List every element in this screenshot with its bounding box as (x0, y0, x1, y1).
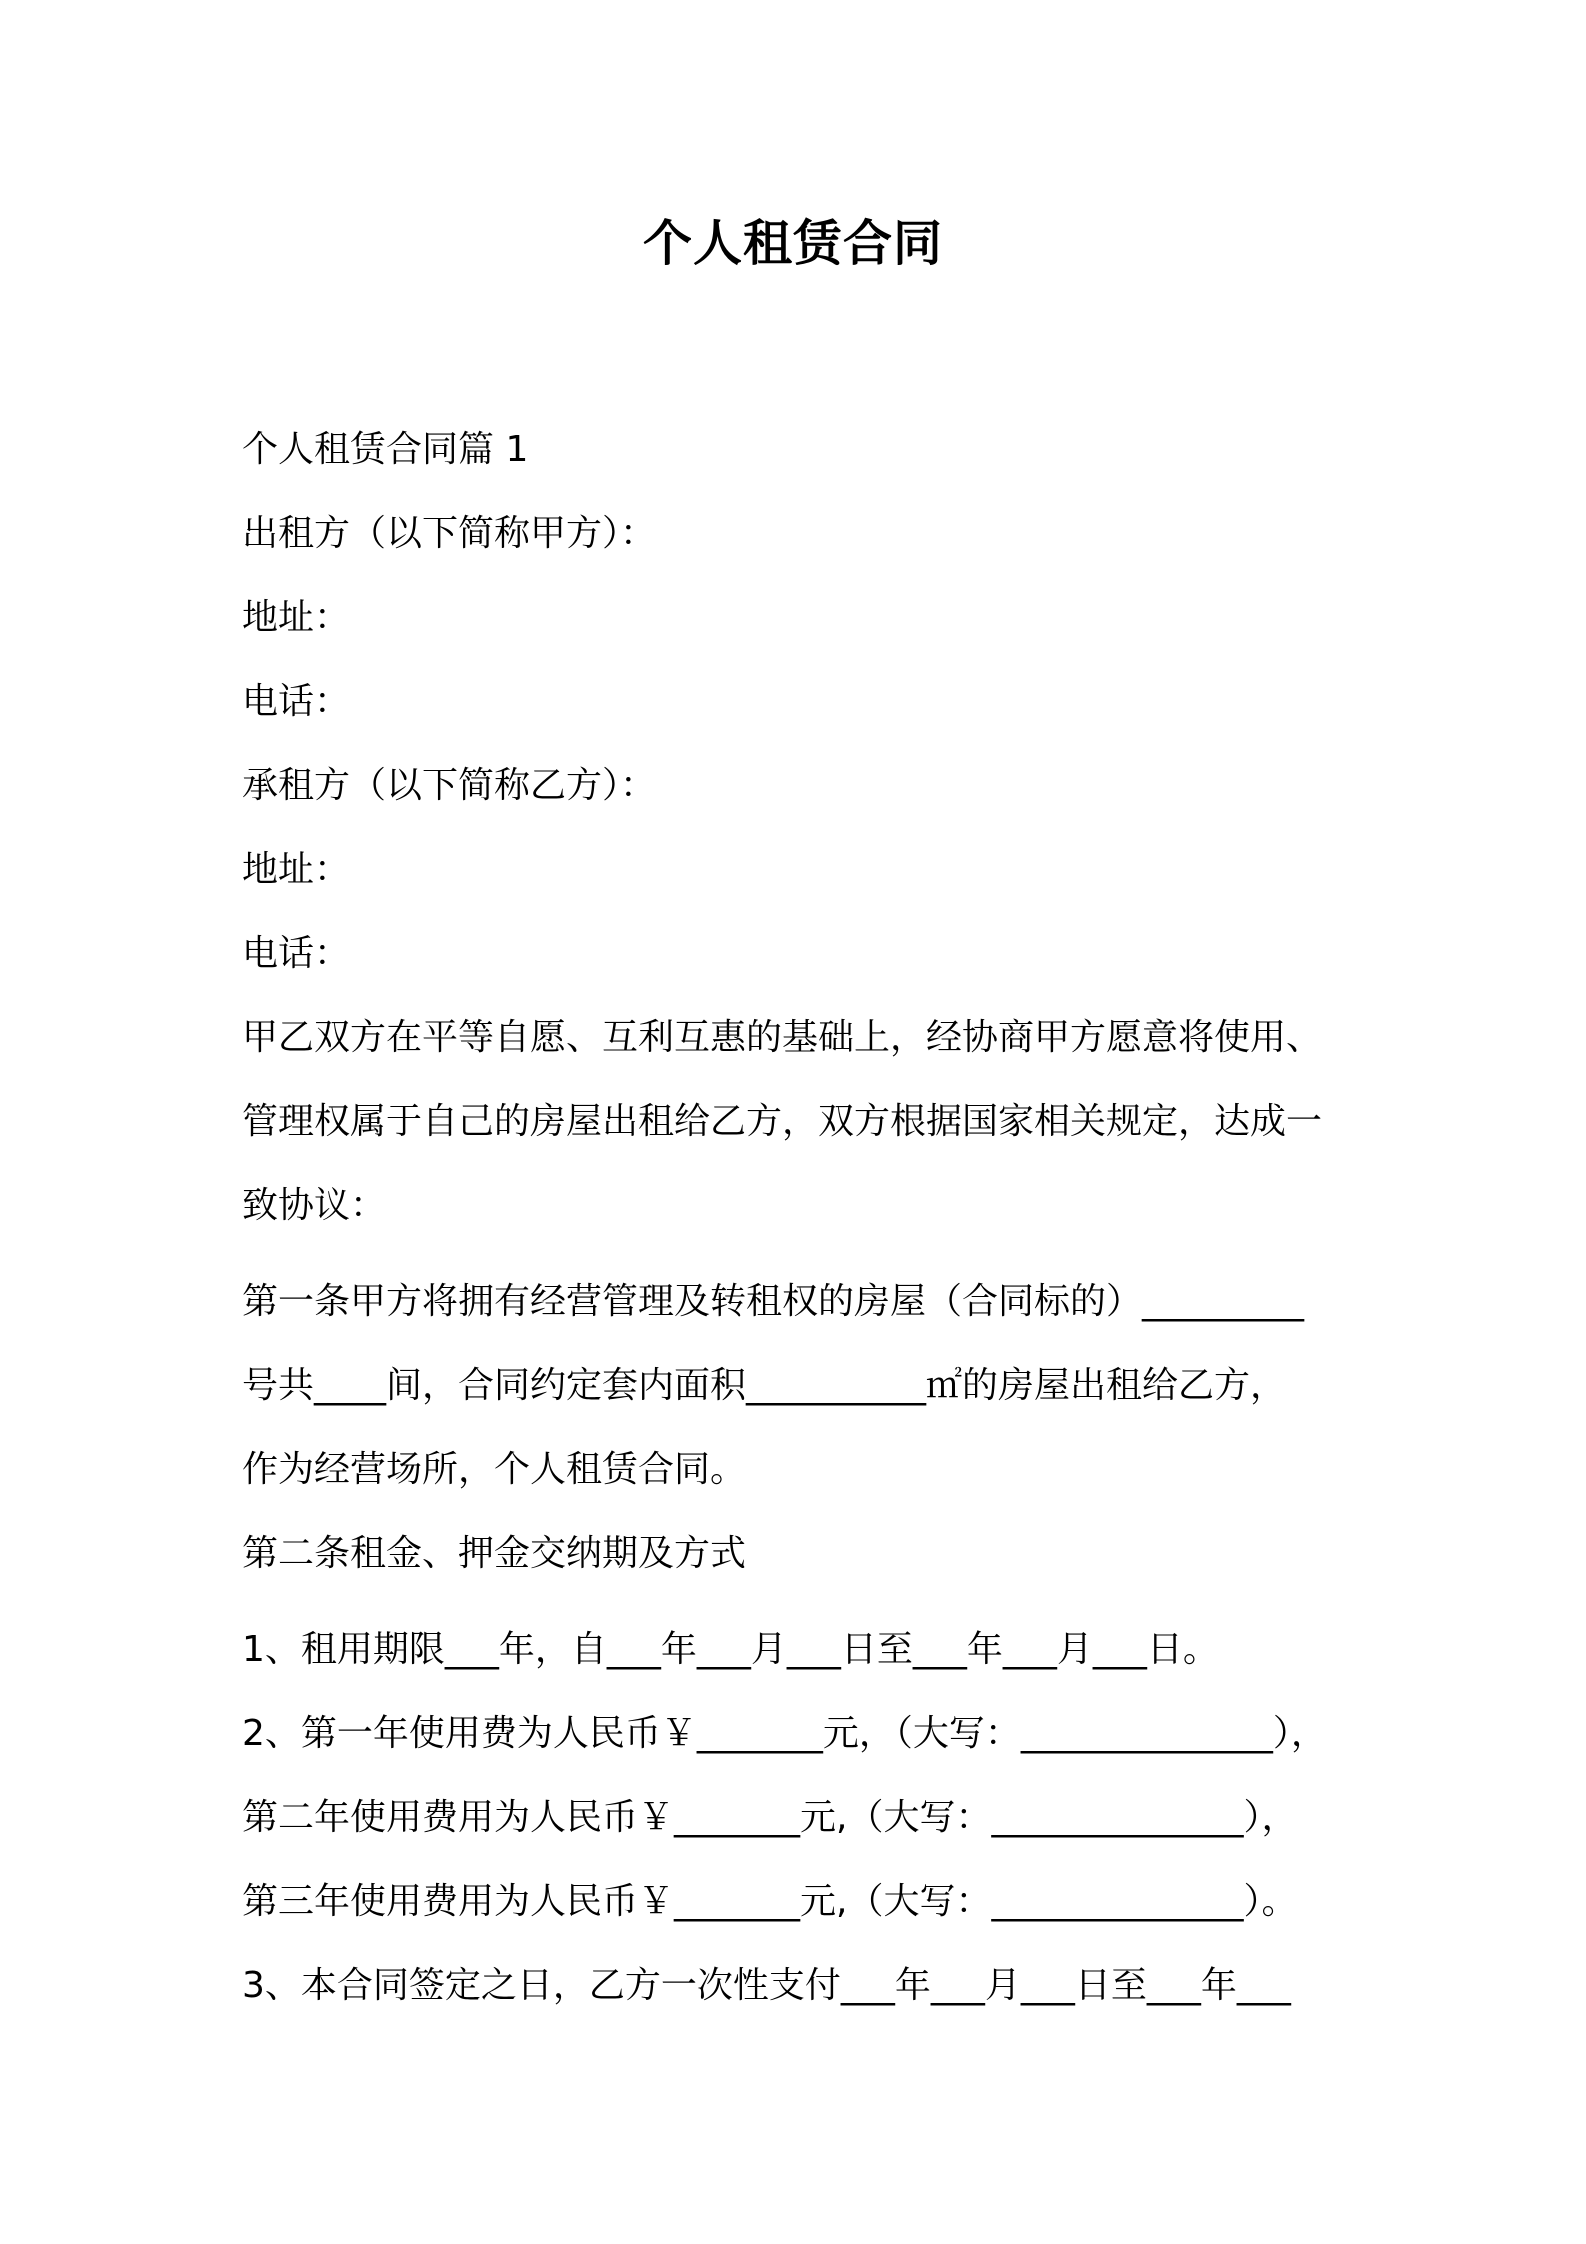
rent-year-two-line: 第二年使用费用为人民币￥_______元,（大写：______________）， (242, 1797, 1298, 1838)
lessor-line: 出租方（以下简称甲方）： (242, 513, 657, 554)
lessee-phone-line: 电话： (242, 933, 351, 974)
article-two-heading: 第二条租金、押金交纳期及方式 (242, 1533, 747, 1574)
rent-year-three-line: 第三年使用费用为人民币￥_______元,（大写：______________）。 (242, 1881, 1298, 1922)
lessor-phone-line: 电话： (242, 681, 351, 722)
document-body (242, 408, 1362, 2028)
payment-line: 3、本合同签定之日，乙方一次性支付___年___月___日至___年___ (242, 1965, 1291, 2006)
lessee-line: 承租方（以下简称乙方）： (242, 765, 657, 806)
rent-year-one-line: 2、第一年使用费为人民币￥_______元，（大写：______________）， (242, 1713, 1327, 1754)
article-one-line: 号共____间，合同约定套内面积__________㎡的房屋出租给乙方， (242, 1365, 1287, 1406)
lessor-address-line: 地址： (242, 597, 351, 638)
lessee-address-line: 地址： (242, 849, 351, 890)
document-title: 个人租赁合同 (642, 215, 943, 272)
article-one-line: 第一条甲方将拥有经营管理及转租权的房屋（合同标的）_________ (242, 1281, 1305, 1322)
section-heading: 个人租赁合同篇 1 (242, 429, 529, 470)
agreement-paragraph-line: 甲乙双方在平等自愿、互利互惠的基础上，经协商甲方愿意将使用、 (242, 1017, 1323, 1058)
lease-term-line: 1、租用期限___年，自___年___月___日至___年___月___日。 (242, 1629, 1219, 1670)
article-one-line: 作为经营场所，个人租赁合同。 (242, 1449, 747, 1490)
agreement-paragraph-line: 管理权属于自己的房屋出租给乙方，双方根据国家相关规定，达成一 (242, 1101, 1323, 1142)
agreement-paragraph-line: 致协议： (242, 1185, 387, 1226)
